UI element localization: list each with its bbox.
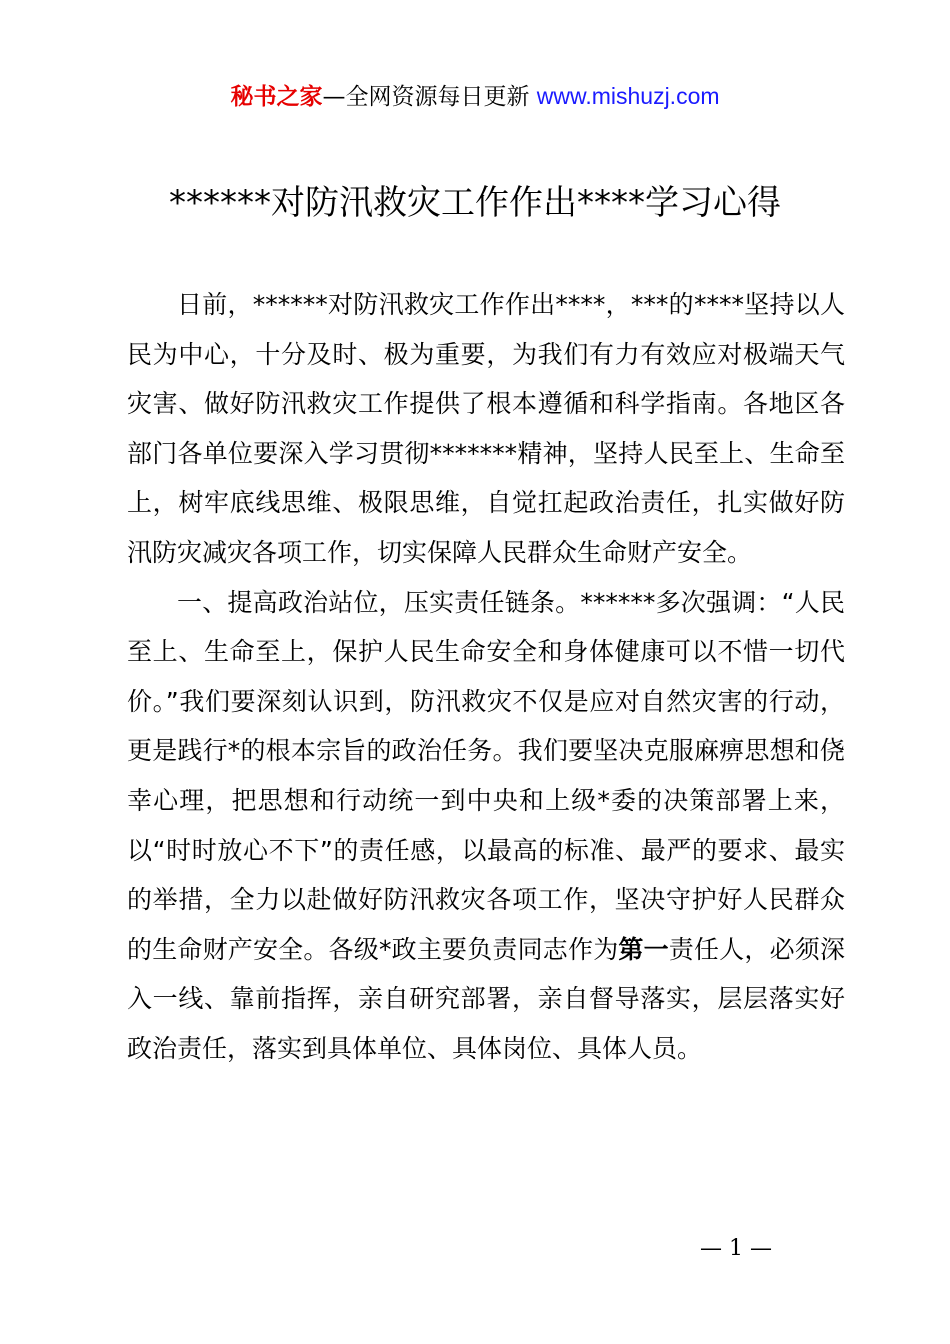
section-one-text-end: 责任人，必须深入一线、靠前指挥，亲自研究部署，亲自督导落实，层层落实好政治责任，落实到具体单位、具体岗位、具体人员。 xyxy=(127,934,845,1063)
bold-emphasis: 第一 xyxy=(618,934,669,964)
paragraph-intro: 日前，******对防汛救灾工作作出****，***的****坚持以人民为中心，十分及时、极为重要，为我们有力有效应对极端天气灾害、做好防汛救灾工作提供了根本遵循和科学指南。各地区各部门各单位要深入学习贯彻*******精神，坚持人民至上、生命至上，树牢底线思维、极限思维，自觉扛起政治责任，扎实做好防汛防灾减灾各项工作，切实保障人民群众生命财产安全。 xyxy=(127,290,845,567)
document-body xyxy=(127,280,845,1074)
section-one-text-start: 一、提高政治站位，压实责任链条。******多次强调：“人民至上、生命至上，保护人民生命安全和身体健康可以不惜一切代价。”我们要深刻认识到，防汛救灾不仅是应对自然灾害的行动，更是践行*的根本宗旨的政治任务。我们要坚决克服麻痹思想和侥幸心理，把思想和行动统一到中央和上级*委的决策部署上来，以“时时放心不下”的责任感，以最高的标准、最严的要求、最实的举措，全力以赴做好防汛救灾各项工作，坚决守护好人民群众的生命财产安全。各级*政主要负责同志作为 xyxy=(127,587,845,964)
page-number: — 1 — xyxy=(700,1236,772,1261)
brand-name: 秘书之家 xyxy=(230,84,323,110)
paragraph-section-one xyxy=(127,578,845,1074)
site-banner xyxy=(0,78,950,115)
document-title: ******对防汛救灾工作作出****学习心得 xyxy=(169,183,781,223)
site-url-link[interactable]: www.mishuzj.com xyxy=(536,83,720,109)
banner-tagline: —全网资源每日更新 xyxy=(322,84,530,110)
